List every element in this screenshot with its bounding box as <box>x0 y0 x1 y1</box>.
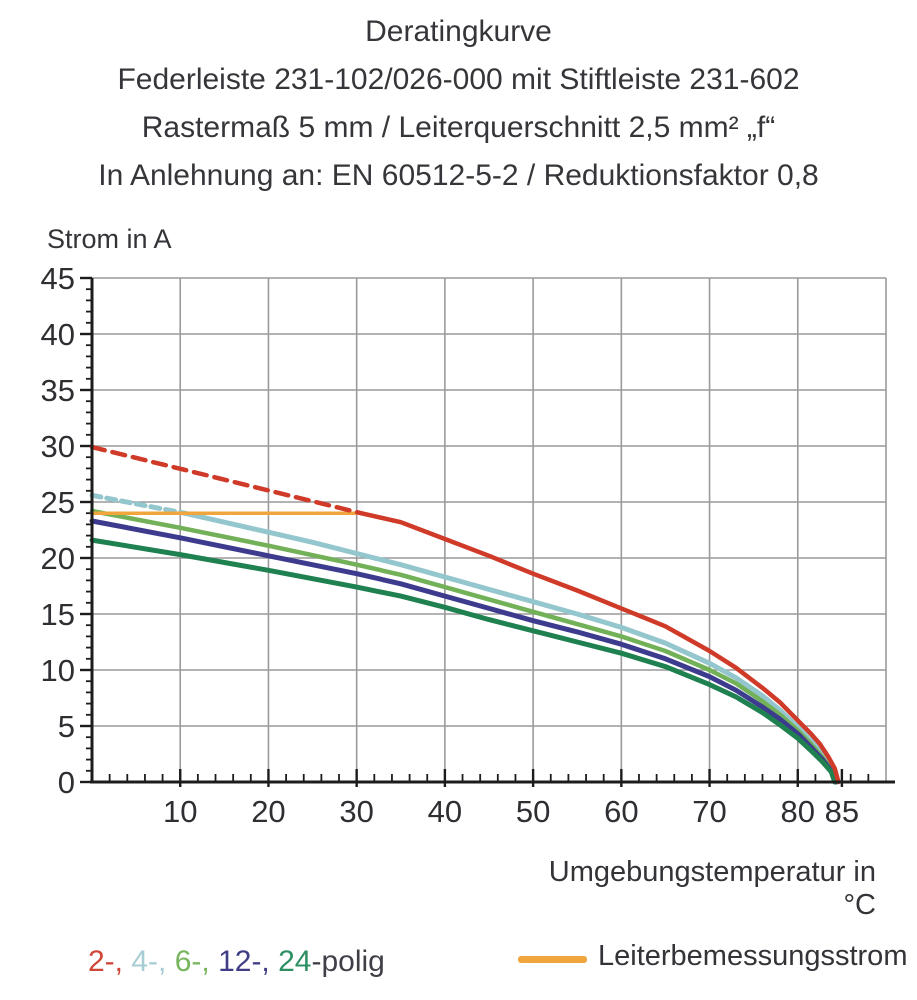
x-tick-label: 85 <box>824 794 860 829</box>
x-tick-label: 20 <box>251 794 286 829</box>
chart-title: Deratingkurve <box>365 15 552 48</box>
legend-pole-item: 12-, <box>209 945 270 978</box>
y-tick-label: 35 <box>40 373 75 408</box>
chart-subtitle-standard: In Anlehnung an: EN 60512-5-2 / Reduktionsfaktor 0,8 <box>98 159 819 192</box>
y-axis-title: Strom in A <box>47 224 172 254</box>
chart-subtitle-connector: Federleiste 231-102/026-000 mit Stiftleiste 231-602 <box>117 63 800 96</box>
legend-pole-item: 24 <box>269 945 312 978</box>
legend-pole-item: 2-, <box>88 945 124 978</box>
rated-current-label: Leiterbemessungsstrom <box>598 940 908 972</box>
y-tick-label: 25 <box>40 485 75 520</box>
y-tick-label: 5 <box>57 709 75 744</box>
x-tick-label: 60 <box>604 794 639 829</box>
y-tick-label: 45 <box>40 261 75 296</box>
y-tick-label: 10 <box>40 653 75 688</box>
rated-current-swatch <box>518 956 587 963</box>
chart-subtitle-wire: Rastermaß 5 mm / Leiterquerschnitt 2,5 mm² „f“ <box>141 111 776 144</box>
x-tick-label: 70 <box>692 794 727 829</box>
poles-legend <box>88 945 385 979</box>
curve-4-polig <box>185 513 837 782</box>
y-tick-label: 15 <box>40 597 75 632</box>
x-tick-label: 10 <box>162 794 198 829</box>
y-tick-label: 20 <box>40 541 75 576</box>
x-tick-label: 30 <box>339 794 374 829</box>
legend-pole-item: 4-, <box>123 945 167 978</box>
x-tick-label: 80 <box>780 794 816 829</box>
y-tick-label: 30 <box>40 429 75 464</box>
x-axis-title: Umgebungstemperatur in °C <box>548 856 876 921</box>
rated-current-legend <box>518 930 908 980</box>
y-tick-label: 0 <box>57 765 75 800</box>
x-tick-label: 50 <box>515 794 551 829</box>
curve-6-polig <box>92 511 837 782</box>
legend-pole-item: 6-, <box>166 945 210 978</box>
curve-4-polig-dashed <box>92 495 185 513</box>
x-tick-label: 40 <box>427 794 463 829</box>
y-tick-label: 40 <box>40 317 75 352</box>
legend-pole-item: -polig <box>311 945 385 978</box>
